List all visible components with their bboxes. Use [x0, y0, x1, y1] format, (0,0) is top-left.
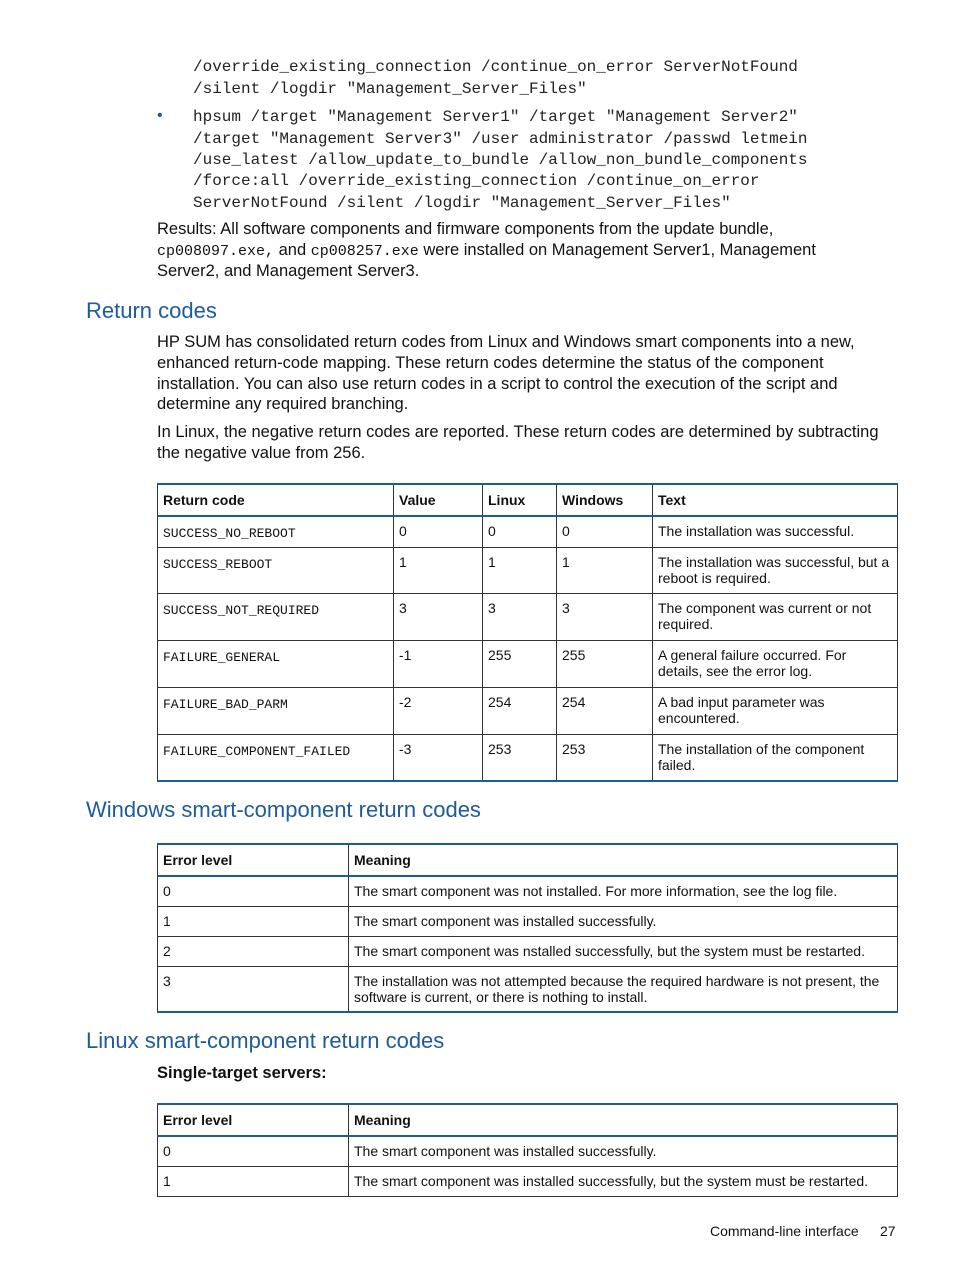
table-header-row — [158, 484, 898, 516]
windows-return-codes-table — [157, 843, 898, 1013]
table-cell: 0 — [158, 1136, 349, 1166]
table-row — [158, 906, 898, 936]
paragraph-line: In Linux, the negative return codes are reported. These return codes are determined by subtracting — [157, 423, 879, 441]
inline-code: cp008257.exe — [310, 243, 419, 260]
table-row — [158, 547, 898, 593]
table-row — [158, 966, 898, 1012]
table-header-row — [158, 1104, 898, 1136]
column-header: Linux — [483, 484, 557, 516]
table-row — [158, 593, 898, 640]
paragraph-line: HP SUM has consolidated return codes from Linux and Windows smart components into a new, — [157, 333, 855, 351]
table-cell: FAILURE_GENERAL — [158, 640, 394, 687]
code-line: /force:all /override_existing_connection /continue_on_error — [193, 172, 760, 190]
paragraph-line: installation. You can also use return codes in a script to control the execution of the script and — [157, 375, 838, 393]
table-cell: SUCCESS_NO_REBOOT — [158, 516, 394, 547]
table-cell: 255 — [483, 640, 557, 687]
table-cell: 1 — [557, 547, 653, 593]
table-cell: 1 — [483, 547, 557, 593]
table-cell: The installation of the component failed. — [653, 734, 898, 781]
table-row — [158, 1166, 898, 1196]
column-header: Meaning — [349, 844, 898, 876]
table-row — [158, 516, 898, 547]
table-cell: 2 — [158, 936, 349, 966]
section-heading: Linux smart-component return codes — [86, 1028, 445, 1053]
code-line: ServerNotFound /silent /logdir "Management_Server_Files" — [193, 194, 731, 212]
column-header: Error level — [158, 1104, 349, 1136]
code-line: /use_latest /allow_update_to_bundle /allow_non_bundle_components — [193, 151, 808, 169]
table-cell: 254 — [557, 687, 653, 734]
bullet: • — [157, 107, 163, 124]
results-line: Server2, and Management Server3. — [157, 262, 420, 280]
table-cell: 1 — [394, 547, 483, 593]
table-row — [158, 876, 898, 906]
paragraph-line: determine any required branching. — [157, 395, 409, 413]
table-row — [158, 1136, 898, 1166]
return-codes-table — [157, 483, 898, 782]
table-cell: 1 — [158, 906, 349, 936]
table-header-row — [158, 844, 898, 876]
inline-code: cp008097.exe, — [157, 243, 275, 260]
table-cell: 3 — [158, 966, 349, 1012]
table-cell: 3 — [557, 593, 653, 640]
section-heading: Return codes — [86, 298, 217, 323]
table-cell: 3 — [483, 593, 557, 640]
column-header: Text — [653, 484, 898, 516]
table-cell: The installation was not attempted because the required hardware is not present, the software is current, or there is nothing to install. — [349, 966, 898, 1012]
table-cell: 0 — [557, 516, 653, 547]
table-cell: A bad input parameter was encountered. — [653, 687, 898, 734]
table-cell: The smart component was not installed. For more information, see the log file. — [349, 876, 898, 906]
table-row — [158, 936, 898, 966]
table-cell: 253 — [557, 734, 653, 781]
column-header: Value — [394, 484, 483, 516]
subheading: Single-target servers: — [157, 1064, 327, 1082]
table-cell: 0 — [483, 516, 557, 547]
section-heading: Windows smart-component return codes — [86, 797, 481, 822]
column-header: Windows — [557, 484, 653, 516]
table-cell: -1 — [394, 640, 483, 687]
paragraph-line: the negative value from 256. — [157, 444, 366, 462]
results-line — [157, 240, 816, 262]
table-cell: 253 — [483, 734, 557, 781]
table-cell: The smart component was installed successfully. — [349, 906, 898, 936]
table-cell: 0 — [158, 876, 349, 906]
table-cell: 254 — [483, 687, 557, 734]
table-cell: FAILURE_BAD_PARM — [158, 687, 394, 734]
table-cell: FAILURE_COMPONENT_FAILED — [158, 734, 394, 781]
linux-return-codes-table — [157, 1103, 898, 1197]
results-text: and — [278, 241, 307, 259]
table-cell: 255 — [557, 640, 653, 687]
table-cell: 0 — [394, 516, 483, 547]
page-number: 27 — [880, 1223, 896, 1239]
table-row — [158, 640, 898, 687]
column-header: Error level — [158, 844, 349, 876]
table-cell: The installation was successful. — [653, 516, 898, 547]
results-line: Results: All software components and firmware components from the update bundle, — [157, 220, 774, 238]
code-line: /silent /logdir "Management_Server_Files" — [193, 80, 587, 98]
table-cell: The smart component was installed successfully. — [349, 1136, 898, 1166]
table-cell: A general failure occurred. For details, see the error log. — [653, 640, 898, 687]
table-cell: The component was current or not required. — [653, 593, 898, 640]
code-line: /override_existing_connection /continue_on_error ServerNotFound — [193, 58, 798, 76]
table-cell: The smart component was installed successfully, but the system must be restarted. — [349, 1166, 898, 1196]
column-header: Return code — [158, 484, 394, 516]
table-row — [158, 734, 898, 781]
table-row — [158, 687, 898, 734]
table-cell: -2 — [394, 687, 483, 734]
table-cell: 1 — [158, 1166, 349, 1196]
code-line: hpsum /target "Management Server1" /target "Management Server2" — [193, 108, 798, 126]
paragraph-line: enhanced return-code mapping. These return codes determine the status of the component — [157, 354, 824, 372]
table-cell: The smart component was nstalled successfully, but the system must be restarted. — [349, 936, 898, 966]
table-cell: -3 — [394, 734, 483, 781]
table-cell: 3 — [394, 593, 483, 640]
column-header: Meaning — [349, 1104, 898, 1136]
footer-section-title: Command-line interface — [710, 1223, 859, 1239]
table-cell: SUCCESS_NOT_REQUIRED — [158, 593, 394, 640]
results-text: were installed on Management Server1, Management — [423, 241, 816, 259]
code-line: /target "Management Server3" /user administrator /passwd letmein — [193, 130, 808, 148]
table-cell: The installation was successful, but a reboot is required. — [653, 547, 898, 593]
table-cell: SUCCESS_REBOOT — [158, 547, 394, 593]
